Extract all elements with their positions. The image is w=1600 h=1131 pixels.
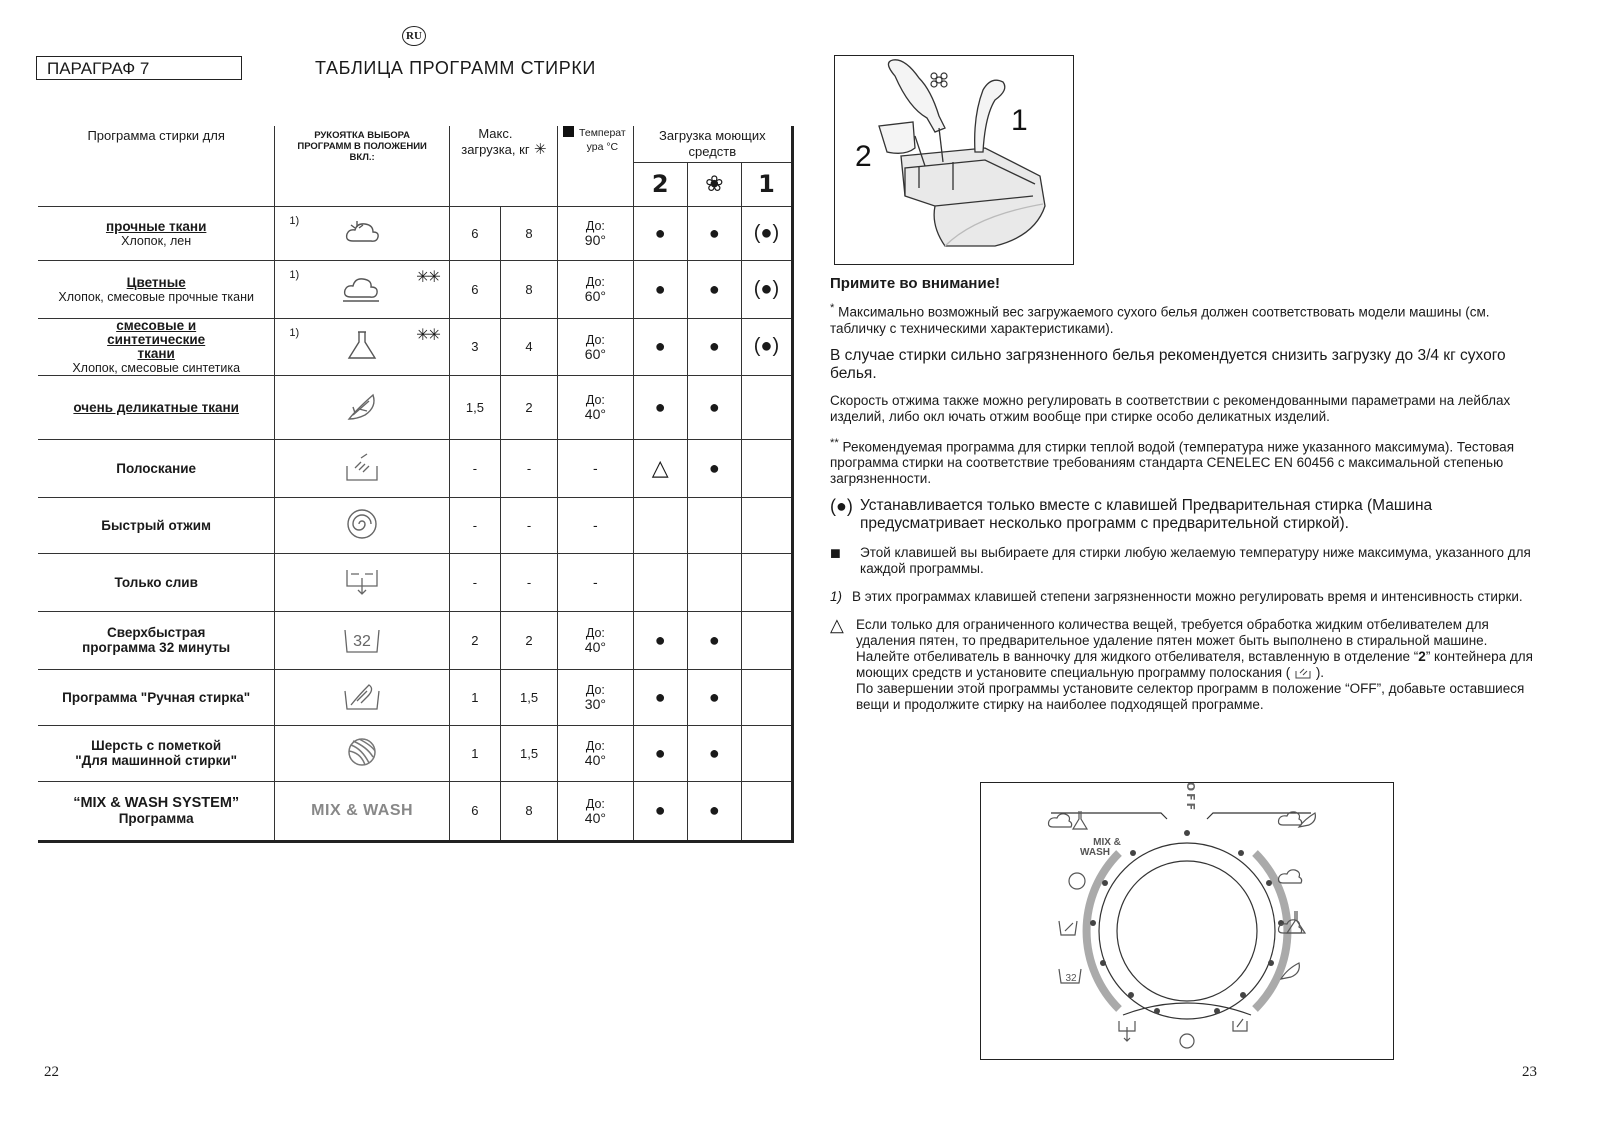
program-fabric: Хлопок, смесовые синтетика: [72, 360, 241, 375]
hand-wash-icon: [1059, 921, 1077, 935]
drain-icon: [1119, 1021, 1135, 1041]
program-name: очень деликатные ткани: [73, 399, 239, 415]
program-fabric: Хлопок, смесовые прочные ткани: [58, 289, 254, 304]
note-star: * Максимально возможный вес загружаемого сухого белья должен соответствовать модели машины (см. табличку с техническими характеристиками).: [830, 302, 1490, 336]
double-star-mark: ✳✳: [416, 268, 439, 286]
program-fabric: Хлопок, лен: [121, 233, 192, 248]
cotton-cloud-icon: [1049, 814, 1072, 827]
program-name: смесовые и синтетические ткани: [107, 317, 206, 361]
table-row: прочные ткани Хлопок, лен 1) 6 8 До: 90° ● ● (●): [38, 206, 793, 260]
detergent-compartment-softener: [687, 162, 741, 206]
footnote-mark: 1): [289, 268, 300, 281]
program-subtitle: Программа: [118, 811, 194, 826]
mix-wash-label-1: MIX &: [1093, 837, 1121, 848]
program-name: Программа "Ручная стирка": [62, 689, 251, 705]
page-title: ТАБЛИЦА ПРОГРАММ СТИРКИ: [315, 58, 596, 78]
cotton-cloud-icon: [1279, 812, 1302, 825]
rinse-icon: [1294, 665, 1312, 679]
drawer-label-2: 2: [855, 140, 872, 173]
delicate-feather-icon: [1299, 813, 1315, 827]
wool-ball-icon: [1069, 873, 1085, 889]
heavy-duty-icon: [1279, 870, 1302, 883]
note-spin: Скорость отжима также можно регулировать в соответствии с рекомендованными параметрами на лейблах изделий, либо окл ючать отжим вообще при стирке особо деликатных изделий.: [830, 392, 1511, 424]
mix-wash-label-2: WASH: [1080, 847, 1110, 858]
program-name: Быстрый отжим: [101, 517, 212, 533]
program-name: Цветные: [126, 274, 186, 290]
program-name: Сверхбыстрая: [106, 625, 206, 640]
program-name: Полоскание: [116, 460, 197, 476]
quick-32-label: 32: [1065, 973, 1077, 984]
wool-ball-icon: [339, 735, 385, 769]
table-row: Полоскание - - - △ ●: [38, 439, 793, 497]
program-subtitle: программа 32 минуты: [82, 640, 231, 655]
detergent-drawer-illustration: [834, 55, 1074, 265]
delicate-feather-icon: [339, 389, 385, 423]
drain-icon: [339, 564, 385, 598]
program-subtitle: "Для машинной стирки": [75, 753, 238, 768]
rinse-icon: [339, 450, 385, 484]
off-label: OFF: [1184, 783, 1197, 813]
page-number-left: 22: [44, 1064, 59, 1080]
drawer-label-1: 1: [1011, 104, 1028, 137]
footnote-mark: 1): [289, 326, 300, 339]
rinse-icon: [1233, 1019, 1247, 1031]
svg-text:32: 32: [353, 632, 372, 650]
col-header-detergent: Загрузка моющих средств: [633, 126, 792, 162]
table-row: очень деликатные ткани 1,5 2 До: 40° ● ●: [38, 375, 793, 439]
mix-wash-label: MIX & WASH: [311, 801, 414, 819]
quick-32-icon: [339, 622, 385, 656]
note-bleach: △ Если только для ограниченного количества вещей, требуется обработка жидким отбеливателем для удаления пятен, то предварительное удаление пятен может быть выполнено в стиральной машине. Налейте отбеливатель в ванночку для жидкого отбеливателя, вставленную в отделение “2” контейнера для моющих средств и установите специальную программу полоскания ( ). По завершении этой программы установите селектор программ в положение “OFF”, добавьте оставшиеся вещи и продолжите стирку на наиболее подходящей программе.: [830, 615, 1533, 712]
col-header-temp: Температ ура °C: [558, 126, 634, 206]
note-heavy-soil: В случае стирки сильно загрязненного белья рекомендуется снизить загрузку до 3/4 кг сухого белья.: [830, 346, 1506, 382]
program-name: Шерсть с пометкой: [91, 738, 222, 753]
spin-icon: [1180, 1034, 1194, 1048]
program-name: “MIX & WASH SYSTEM”: [73, 795, 240, 811]
table-row: Программа "Ручная стирка" 1 1,5 До: 30° ● ●: [38, 669, 793, 725]
synthetics-flask-icon: [1073, 811, 1087, 829]
flower-icon: [931, 73, 947, 87]
square-icon: [563, 126, 574, 137]
language-badge: RU: [402, 26, 426, 46]
page-number-right: 23: [1522, 1064, 1537, 1080]
note-prewash: (●) Устанавливается только вместе с клавишей Предварительная стирка (Машина предусматривает несколько программ с предварительной стиркой).: [830, 496, 1433, 532]
table-row: смесовые и синтетические ткани Хлопок, смесовые синтетика 1) ✳✳ 3 4 До: 60° ● ● (●): [38, 318, 793, 375]
note-temperature-button: ■ Этой клавишей вы выбираете для стирки любую желаемую температуру ниже максимума, указанного для каждой программы.: [830, 543, 1531, 576]
detergent-compartment-2: 2: [633, 162, 687, 206]
col-header-load: Макс. загрузка, кг ✳: [449, 126, 557, 206]
heavy-duty-icon: [339, 215, 385, 249]
table-row: “MIX & WASH SYSTEM” Программа MIX & WASH 6 8 До: 40° ● ●: [38, 781, 793, 841]
section-label: ПАРАГРАФ 7: [36, 56, 242, 80]
detergent-compartment-1: 1: [741, 162, 792, 206]
program-name: Только слив: [114, 574, 198, 590]
table-row: Шерсть с пометкой "Для машинной стирки" 1 1,5 До: 40° ● ●: [38, 725, 793, 781]
footnote-mark: 1): [289, 214, 300, 227]
table-row: Только слив - - -: [38, 553, 793, 611]
cotton-cloud-icon: [339, 271, 385, 305]
col-header-knob: РУКОЯТКА ВЫБОРА ПРОГРАММ В ПОЛОЖЕНИИ ВКЛ.:: [275, 126, 450, 206]
notes-section: [830, 276, 1540, 725]
program-selector-dial: [980, 782, 1394, 1060]
program-table: [38, 126, 794, 843]
synthetics-flask-icon: [339, 328, 385, 362]
col-header-program: Программа стирки для: [38, 126, 275, 206]
notes-title: Примите во внимание!: [830, 275, 1001, 292]
table-row: Цветные Хлопок, смесовые прочные ткани 1) ✳✳ 6 8 До: 60° ● ● (●): [38, 260, 793, 318]
flower-icon: ❀: [705, 171, 724, 196]
program-name: прочные ткани: [105, 218, 207, 234]
table-row: Быстрый отжим - - -: [38, 497, 793, 553]
spin-icon: [339, 507, 385, 541]
hand-wash-icon: [339, 679, 385, 713]
double-star-mark: ✳✳: [416, 326, 439, 344]
note-double-star: ** Рекомендуемая программа для стирки теплой водой (температура ниже указанного максимума). Тестовая программа стирки на соответствие требованиям стандарта CENELEC EN 60456 с максимальной степенью загрязненности.: [830, 436, 1514, 486]
table-row: Сверхбыстрая программа 32 минуты 32 2 2 До: 40° ● ●: [38, 611, 793, 669]
note-footnote-1: 1) В этих программах клавишей степени загрязненности можно регулировать время и интенсивность стирки.: [830, 589, 1523, 604]
